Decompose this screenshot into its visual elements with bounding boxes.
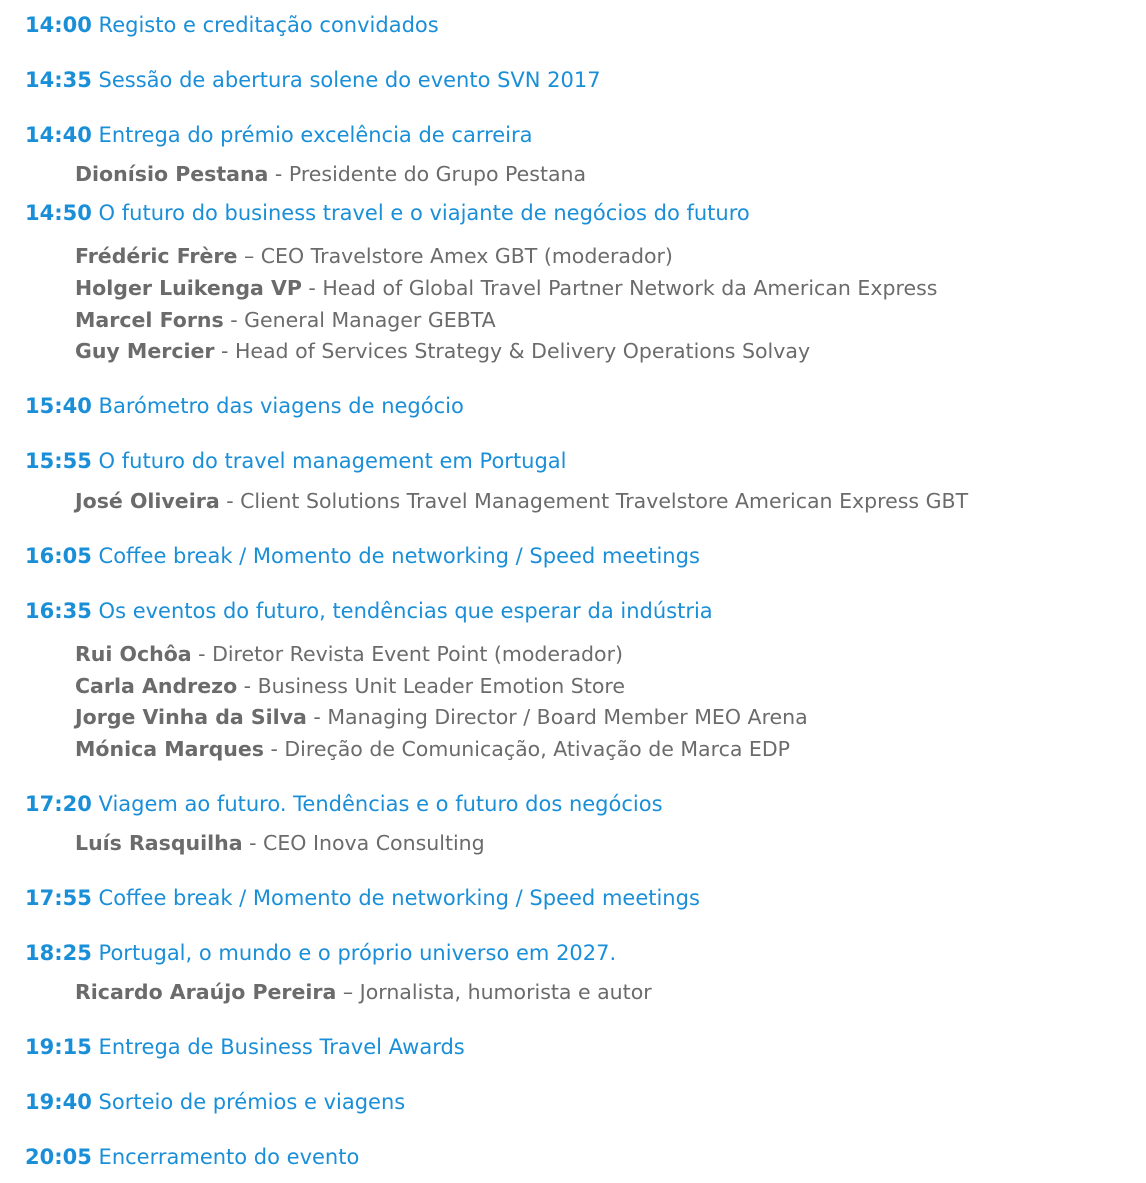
speaker-role: - Client Solutions Travel Management Travelstore American Express GBT [219, 489, 969, 513]
speaker [75, 241, 673, 271]
speaker-name: Guy Mercier [75, 339, 215, 363]
agenda-time: 15:40 [25, 394, 92, 418]
speaker-name: Frédéric Frère [75, 244, 238, 268]
agenda-time: 16:35 [25, 599, 92, 623]
agenda-title: Coffee break / Momento de networking / Speed meetings [98, 544, 700, 568]
agenda-time: 15:55 [25, 449, 92, 473]
speaker-role: - Head of Services Strategy & Delivery Operations Solvay [214, 339, 811, 363]
speaker [75, 486, 968, 516]
agenda-title: Entrega de Business Travel Awards [98, 1035, 465, 1059]
agenda-time: 18:25 [25, 941, 92, 965]
agenda-title-line [25, 446, 1135, 476]
speaker-name: Carla Andrezo [75, 674, 238, 698]
agenda-title: Coffee break / Momento de networking / Speed meetings [98, 886, 700, 910]
agenda-title-line [25, 198, 1135, 228]
agenda-time: 17:20 [25, 792, 92, 816]
agenda-item [25, 596, 1135, 761]
agenda-item [25, 1087, 1135, 1117]
speaker-name: Mónica Marques [75, 737, 264, 761]
agenda-item [25, 10, 1135, 40]
agenda-time: 17:55 [25, 886, 92, 910]
agenda-item [25, 938, 1135, 1004]
speaker-role: – Jornalista, humorista e autor [336, 980, 652, 1004]
speaker [75, 702, 808, 732]
speaker-role: - Head of Global Travel Partner Network da American Express [301, 276, 938, 300]
agenda-item [25, 541, 1135, 571]
speaker [75, 639, 623, 669]
agenda-item [25, 446, 1135, 513]
agenda-title: Viagem ao futuro. Tendências e o futuro dos negócios [98, 792, 663, 816]
agenda-time: 19:40 [25, 1090, 92, 1114]
speaker-name: Jorge Vinha da Silva [75, 705, 307, 729]
agenda-item [25, 1142, 1135, 1172]
speaker [75, 977, 652, 1007]
agenda-title-line [25, 120, 1135, 150]
speaker-role: - Diretor Revista Event Point (moderador) [191, 642, 623, 666]
agenda-title: Os eventos do futuro, tendências que esperar da indústria [98, 599, 713, 623]
speaker [75, 734, 790, 764]
speaker [75, 828, 485, 858]
agenda-title: O futuro do business travel e o viajante de negócios do futuro [98, 201, 750, 225]
agenda-title: Registo e creditação convidados [98, 13, 439, 37]
agenda-time: 19:15 [25, 1035, 92, 1059]
agenda-title-line [25, 65, 1135, 95]
agenda-item [25, 391, 1135, 421]
speaker-name: Holger Luikenga VP [75, 276, 302, 300]
agenda-title-line [25, 938, 1135, 968]
speaker-role: - Business Unit Leader Emotion Store [237, 674, 625, 698]
agenda-item [25, 198, 1135, 363]
agenda-item [25, 120, 1135, 186]
speaker [75, 305, 496, 335]
agenda-title: Encerramento do evento [98, 1145, 360, 1169]
agenda-item [25, 789, 1135, 855]
agenda-title-line [25, 883, 1135, 913]
agenda-item [25, 1032, 1135, 1062]
agenda-title-line [25, 789, 1135, 819]
speaker-name: Marcel Forns [75, 308, 224, 332]
agenda-title-line [25, 1142, 1135, 1172]
agenda-title-line [25, 1032, 1135, 1062]
agenda-time: 16:05 [25, 544, 92, 568]
agenda-title: Sorteio de prémios e viagens [98, 1090, 406, 1114]
agenda-title: O futuro do travel management em Portugal [98, 449, 567, 473]
speaker-role: - General Manager GEBTA [223, 308, 496, 332]
speaker-role: - CEO Inova Consulting [242, 831, 485, 855]
speaker-name: Rui Ochôa [75, 642, 192, 666]
agenda-title-line [25, 10, 1135, 40]
agenda-title: Entrega do prémio excelência de carreira [98, 123, 533, 147]
speaker-role: - Presidente do Grupo Pestana [268, 162, 587, 186]
agenda-time: 14:50 [25, 201, 92, 225]
agenda-title-line [25, 1087, 1135, 1117]
speaker [75, 159, 586, 189]
agenda-time: 14:00 [25, 13, 92, 37]
speaker [75, 273, 937, 303]
speaker-name: Ricardo Araújo Pereira [75, 980, 337, 1004]
agenda-item [25, 65, 1135, 95]
speaker-role: - Managing Director / Board Member MEO Arena [306, 705, 808, 729]
agenda-item [25, 883, 1135, 913]
speaker-name: José Oliveira [75, 489, 220, 513]
agenda-title-line [25, 391, 1135, 421]
agenda-title: Barómetro das viagens de negócio [98, 394, 464, 418]
agenda-time: 14:35 [25, 68, 92, 92]
speaker-role: - Direção de Comunicação, Ativação de Marca EDP [263, 737, 791, 761]
speaker [75, 671, 625, 701]
agenda-title: Sessão de abertura solene do evento SVN 2017 [98, 68, 601, 92]
speaker [75, 336, 810, 366]
speaker-name: Dionísio Pestana [75, 162, 269, 186]
agenda-title-line [25, 596, 1135, 626]
agenda-time: 14:40 [25, 123, 92, 147]
speaker-name: Luís Rasquilha [75, 831, 243, 855]
agenda-title-line [25, 541, 1135, 571]
speaker-role: – CEO Travelstore Amex GBT (moderador) [237, 244, 673, 268]
agenda-time: 20:05 [25, 1145, 92, 1169]
agenda-title: Portugal, o mundo e o próprio universo em 2027. [98, 941, 617, 965]
